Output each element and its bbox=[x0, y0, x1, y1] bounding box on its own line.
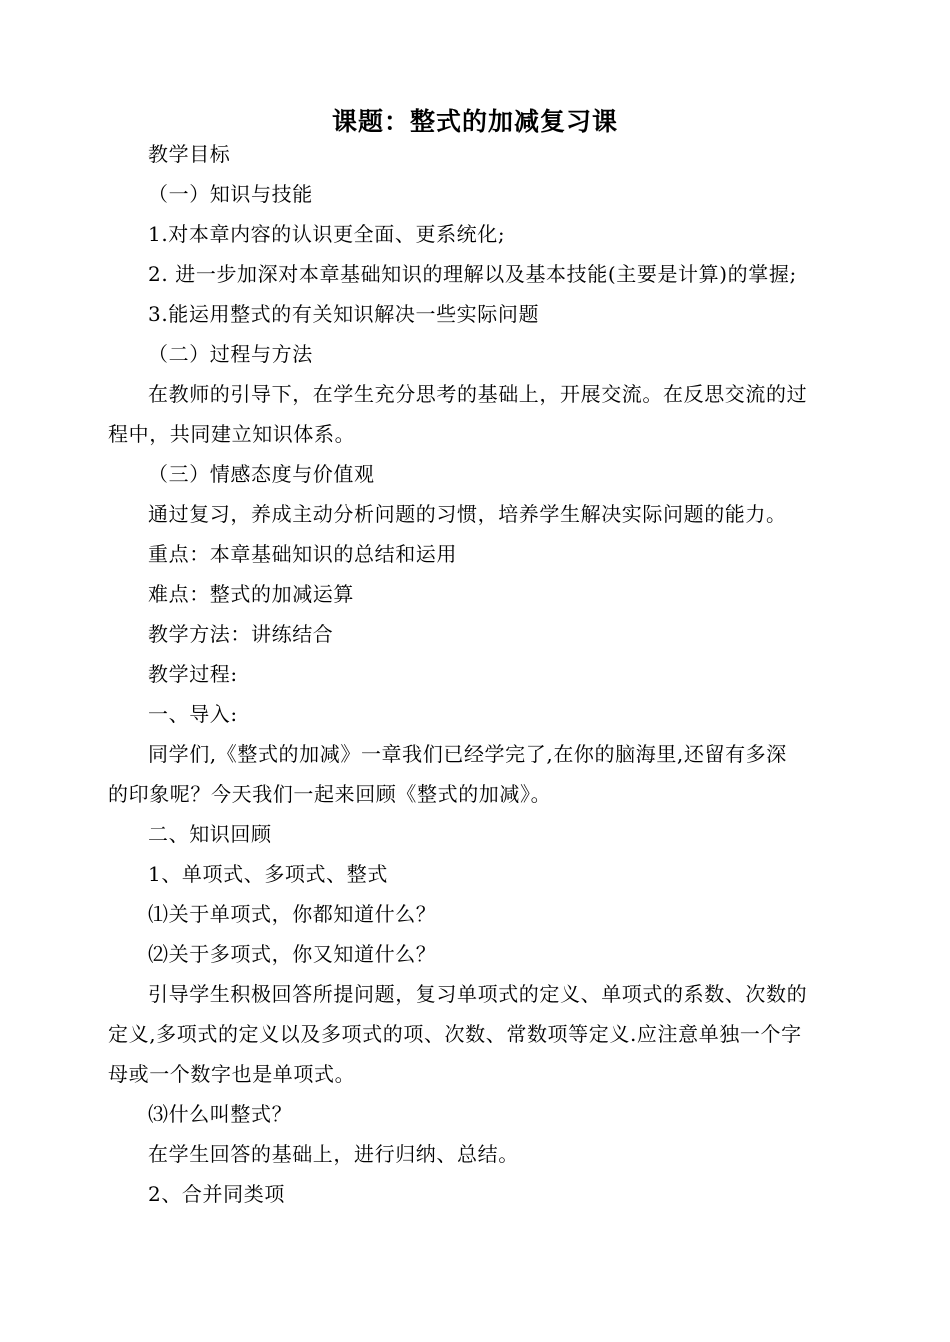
document-title: 课题：整式的加减复习课 bbox=[331, 107, 618, 136]
paragraph-line: 在学生回答的基础上，进行归纳、总结。 bbox=[148, 1142, 519, 1166]
section-heading: （二）过程与方法 bbox=[148, 342, 313, 366]
paragraph-line: 的印象呢？今天我们一起来回顾《整式的加减》。 bbox=[108, 782, 552, 806]
section-heading: （一）知识与技能 bbox=[148, 182, 313, 206]
paragraph-line: 教学方法：讲练结合 bbox=[148, 622, 334, 646]
paragraph-line: 在教师的引导下，在学生充分思考的基础上，开展交流。在反思交流的过 bbox=[148, 382, 808, 406]
paragraph-line: 2、合并同类项 bbox=[148, 1182, 285, 1206]
paragraph-line: 程中，共同建立知识体系。 bbox=[108, 422, 356, 446]
paragraph-line: ⑶什么叫整式？ bbox=[148, 1102, 293, 1126]
paragraph-line: 通过复习，养成主动分析问题的习惯，培养学生解决实际问题的能力。 bbox=[148, 502, 787, 526]
paragraph-line: 难点：整式的加减运算 bbox=[148, 582, 354, 606]
paragraph-line: 3.能运用整式的有关知识解决一些实际问题 bbox=[148, 302, 540, 326]
document-body bbox=[108, 134, 850, 1214]
section-heading: （三）情感态度与价值观 bbox=[148, 462, 375, 486]
section-heading: 一、导入: bbox=[148, 702, 238, 726]
paragraph-line: 重点：本章基础知识的总结和运用 bbox=[148, 542, 457, 566]
paragraph-line: 同学们,《整式的加减》一章我们已经学完了,在你的脑海里,还留有多深 bbox=[148, 742, 787, 766]
paragraph-line: 教学过程: bbox=[148, 662, 238, 686]
paragraph-line: 引导学生积极回答所提问题，复习单项式的定义、单项式的系数、次数的 bbox=[148, 982, 808, 1006]
paragraph-line: 2. 进一步加深对本章基础知识的理解以及基本技能(主要是计算)的掌握; bbox=[148, 262, 797, 286]
paragraph-line: ⑴关于单项式，你都知道什么？ bbox=[148, 902, 437, 926]
paragraph-line: 定义,多项式的定义以及多项式的项、次数、常数项等定义.应注意单独一个字 bbox=[108, 1022, 802, 1046]
paragraph-line: ⑵关于多项式，你又知道什么？ bbox=[148, 942, 437, 966]
paragraph-line: 母或一个数字也是单项式。 bbox=[108, 1062, 356, 1086]
paragraph-line: 1、单项式、多项式、整式 bbox=[148, 862, 388, 886]
paragraph-line: 1.对本章内容的认识更全面、更系统化; bbox=[148, 222, 506, 246]
paragraph-line: 教学目标 bbox=[148, 142, 231, 166]
section-heading: 二、知识回顾 bbox=[148, 822, 272, 846]
